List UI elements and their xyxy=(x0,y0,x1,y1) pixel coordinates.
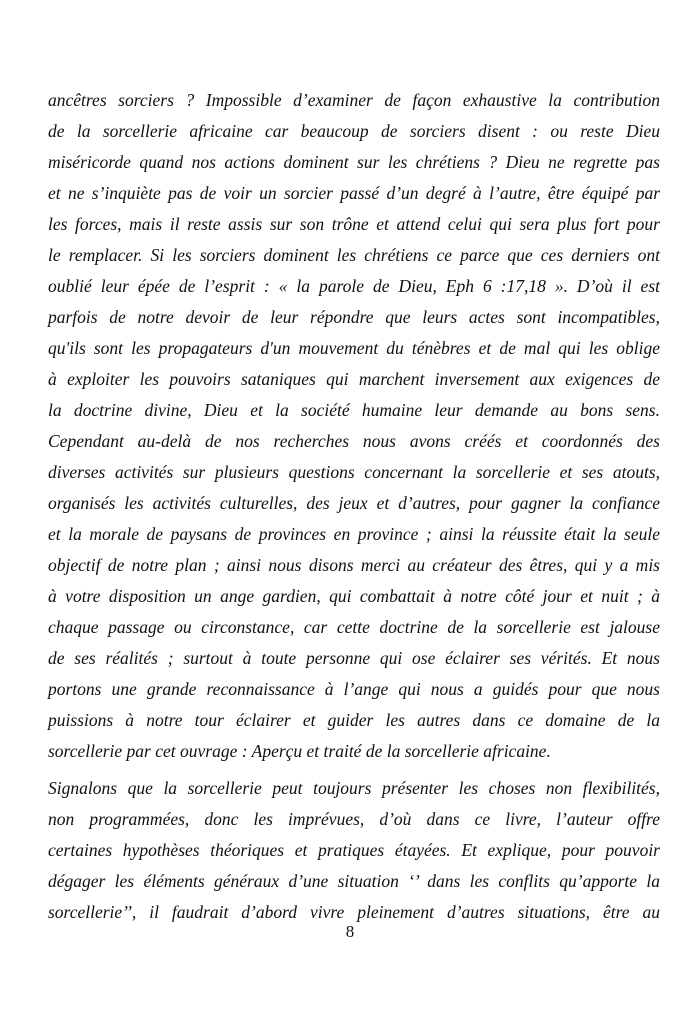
text-line: Signalons que la sorcellerie peut toujours présenter les choses non flexibilités, xyxy=(48,778,660,798)
text-line: parfois de notre devoir de leur répondre que leurs actes sont incompatibles, xyxy=(48,307,660,327)
text-line: de la sorcellerie africaine car beaucoup de sorciers disent : ou reste Dieu xyxy=(48,121,660,141)
text-line: organisés les activités culturelles, des jeux et d’autres, pour gagner la confiance xyxy=(48,493,660,513)
text-line: miséricorde quand nos actions dominent sur les chrétiens ? Dieu ne regrette pas xyxy=(48,152,660,172)
text-line: certaines hypothèses théoriques et pratiques étayées. Et explique, pour pouvoir xyxy=(48,840,660,860)
text-line: oublié leur épée de l’esprit : « la parole de Dieu, Eph 6 :17,18 ». D’où il est xyxy=(48,276,660,296)
text-line: le remplacer. Si les sorciers dominent les chrétiens ce parce que ces derniers ont xyxy=(48,245,660,265)
text-line: ancêtres sorciers ? Impossible d’examiner de façon exhaustive la contribution xyxy=(48,90,660,110)
text-line: qu'ils sont les propagateurs d'un mouvement du ténèbres et de mal qui les oblige xyxy=(48,338,660,358)
text-line: dégager les éléments généraux d’une situation ‘’ dans les conflits qu’apporte la xyxy=(48,871,660,891)
text-line: à exploiter les pouvoirs sataniques qui marchent inversement aux exigences de xyxy=(48,369,660,389)
text-line: diverses activités sur plusieurs questions concernant la sorcellerie et ses atouts, xyxy=(48,462,660,482)
text-line: et ne s’inquiète pas de voir un sorcier passé d’un degré à l’autre, être équipé par xyxy=(48,183,660,203)
text-line: la doctrine divine, Dieu et la société humaine leur demande au bons sens. xyxy=(48,400,660,420)
text-line: Cependant au-delà de nos recherches nous avons créés et coordonnés des xyxy=(48,431,660,451)
text-line: objectif de notre plan ; ainsi nous disons merci au créateur des êtres, qui y a mis xyxy=(48,555,660,575)
text-line: puissions à notre tour éclairer et guider les autres dans ce domaine de la xyxy=(48,710,660,730)
text-line: non programmées, donc les imprévues, d’où dans ce livre, l’auteur offre xyxy=(48,809,660,829)
text-line: chaque passage ou circonstance, car cette doctrine de la sorcellerie est jalouse xyxy=(48,617,660,637)
text-line: et la morale de paysans de provinces en province ; ainsi la réussite était la seule xyxy=(48,524,660,544)
text-line: portons une grande reconnaissance à l’ange qui nous a guidés pour que nous xyxy=(48,679,660,699)
text-line: à votre disposition un ange gardien, qui combattait à notre côté jour et nuit ; à xyxy=(48,586,660,606)
page-number: 8 xyxy=(345,922,355,941)
text-line: sorcellerie’’, il faudrait d’abord vivre pleinement d’autres situations, être au xyxy=(48,902,660,922)
text-line: sorcellerie par cet ouvrage : Aperçu et traité de la sorcellerie africaine. xyxy=(48,741,551,761)
text-line: de ses réalités ; surtout à toute personne qui ose éclairer ses vérités. Et nous xyxy=(48,648,660,668)
text-line: les forces, mais il reste assis sur son trône et attend celui qui sera plus fort pour xyxy=(48,214,660,234)
